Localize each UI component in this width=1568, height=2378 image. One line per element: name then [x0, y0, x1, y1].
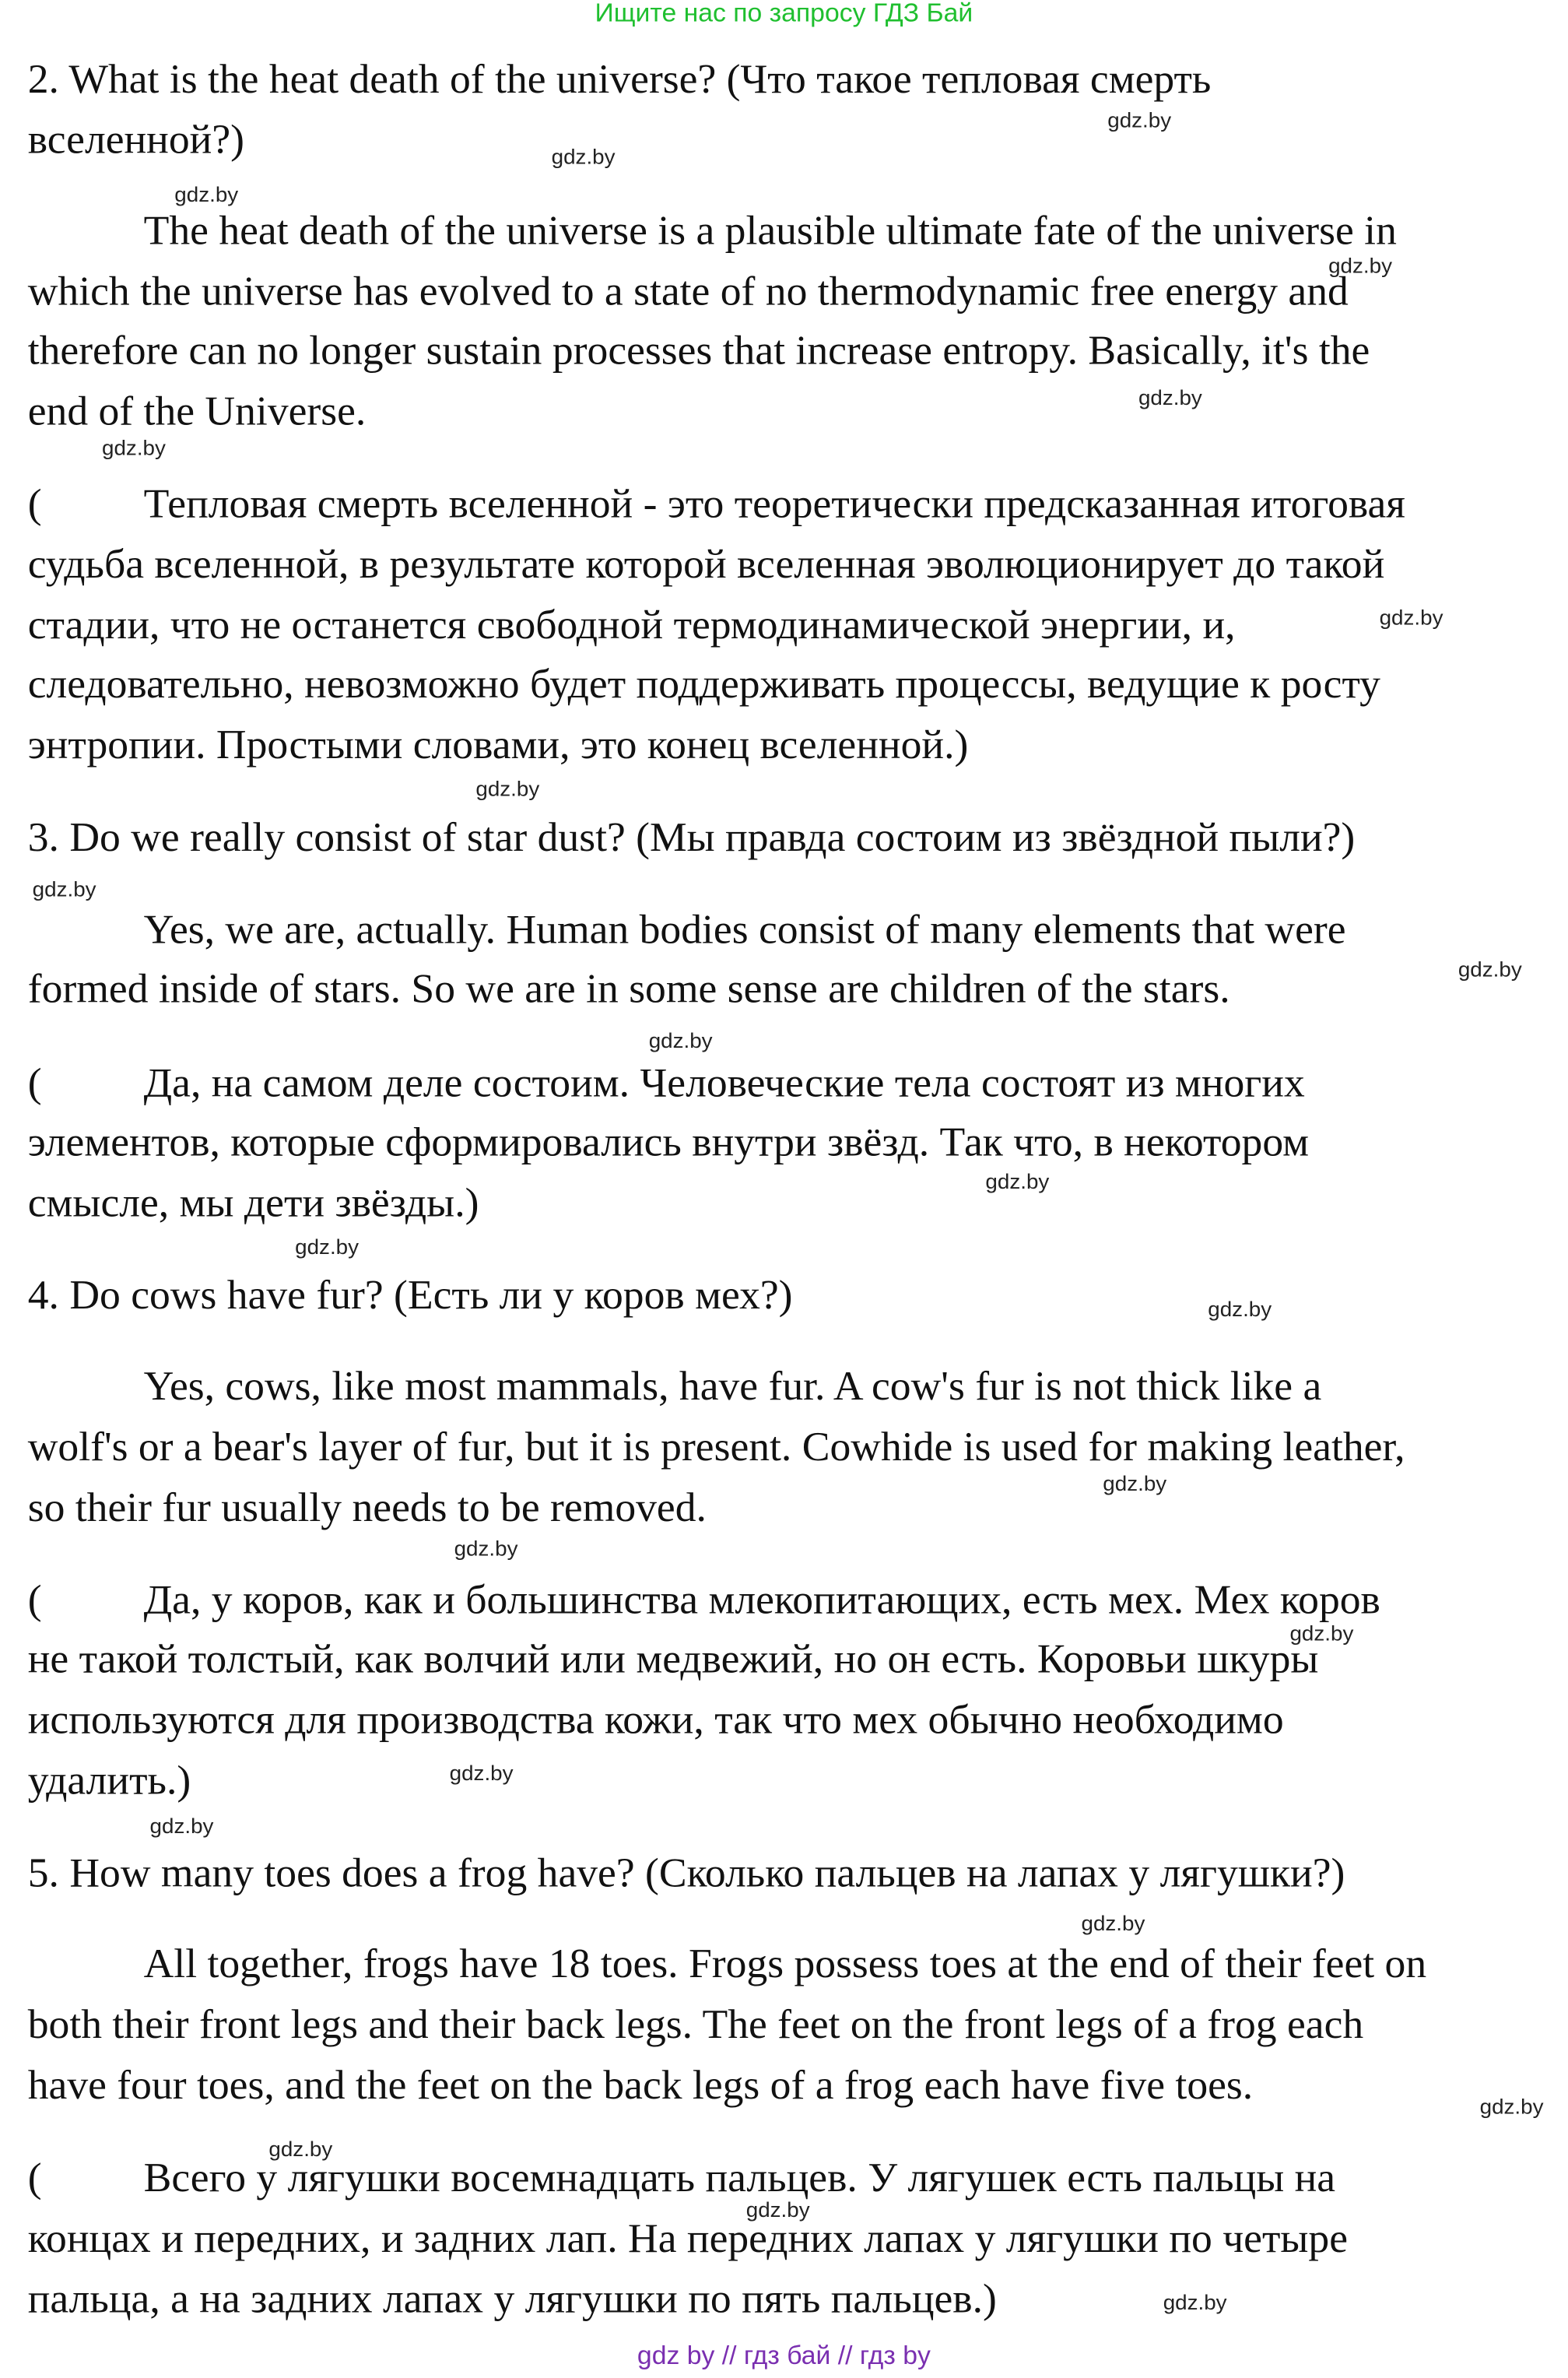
watermark: gdz.by [295, 1234, 360, 1259]
answer-5-ru-line-3: пальца, а на задних лапах у лягушки по пять пальцев.) [27, 2275, 997, 2322]
watermark: gdz.by [32, 876, 96, 901]
answer-3-en-line-1: Yes, we are, actually. Human bodies consist of many elements that were [143, 906, 1346, 953]
footer-links[interactable]: gdz by // гдз бай // гдз by [637, 2341, 931, 2370]
watermark: gdz.by [745, 2197, 810, 2222]
watermark: gdz.by [1163, 2289, 1227, 2314]
watermark: gdz.by [1328, 253, 1392, 278]
answer-5-en-line-1: All together, frogs have 18 toes. Frogs possess toes at the end of their feet on [143, 1941, 1427, 1986]
answer-4-en-line-2: wolf's or a bear's layer of fur, but it is present. Cowhide is used for making leather, [27, 1424, 1405, 1470]
watermark: gdz.by [1208, 1296, 1272, 1321]
answer-2-en-line-4: end of the Universe. [27, 388, 367, 434]
answer-2-ru-line-4: следовательно, невозможно будет поддерживать процессы, ведущие к росту [27, 661, 1380, 707]
question-2: 2. What is the heat death of the universe? (Что такое тепловая смерть [27, 56, 1212, 102]
header-search-hint-link[interactable]: Ищите нас по запросу ГДЗ Бай [595, 0, 973, 28]
answer-2-ru-line-3: стадии, что не останется свободной термодинамической энергии, и, [27, 602, 1236, 648]
watermark: gdz.by [1138, 385, 1202, 409]
answer-4-ru-line-3: используются для производства кожи, так что мех обычно необходимо [27, 1696, 1284, 1743]
watermark: gdz.by [1081, 1910, 1145, 1935]
answer-5-en-line-2: both their front legs and their back legs. The feet on the front legs of a frog each [27, 2001, 1364, 2047]
question-5: 5. How many toes does a frog have? (Сколько пальцев на лапах у лягушки?) [27, 1849, 1345, 1895]
answer-3-en-line-2: formed inside of stars. So we are in some sense are children of the stars. [27, 965, 1230, 1012]
answer-2-en-line-2: which the universe has evolved to a state of no thermodynamic free energy and [27, 268, 1349, 314]
answer-2-ru-line-2: судьба вселенной, в результате которой вселенная эволюционирует до такой [27, 541, 1385, 587]
answer-5-ru-line-1: ( Всего у лягушки восемнадцать пальцев. У лягушек есть пальцы на [27, 2155, 1336, 2201]
answer-3-ru-line-2: элементов, которые сформировались внутри звёзд. Так что, в некотором [27, 1119, 1310, 1165]
answer-3-ru-line-3: смысле, мы дети звёзды.) [27, 1179, 479, 1225]
answer-2-ru-line-1: ( Тепловая смерть вселенной - это теоретически предсказанная итоговая [27, 480, 1405, 526]
watermark: gdz.by [102, 435, 166, 460]
watermark: gdz.by [454, 1536, 518, 1561]
watermark: gdz.by [1379, 605, 1443, 630]
answer-5-ru-line-2: концах и передних, и задних лап. На передних лапах у лягушки по четыре [27, 2215, 1349, 2261]
answer-4-ru-line-2: не такой толстый, как волчий или медвежий, но он есть. Коровьи шкуры [27, 1635, 1319, 1682]
answer-2-en-line-3: therefore can no longer sustain processes that increase entropy. Basically, it's the [27, 327, 1370, 374]
watermark: gdz.by [449, 1760, 514, 1785]
watermark: gdz.by [1289, 1621, 1354, 1646]
watermark: gdz.by [1107, 107, 1172, 132]
question-2-continuation: вселенной?) [27, 116, 244, 163]
answer-2-ru-line-5: энтропии. Простыми словами, это конец вселенной.) [27, 722, 969, 767]
answer-3-ru-line-1: ( Да, на самом деле состоим. Человеческие тела состоят из многих [27, 1059, 1305, 1106]
watermark: gdz.by [174, 181, 239, 206]
answer-4-ru-line-1: ( Да, у коров, как и большинства млекопитающих, есть мех. Мех коров [27, 1576, 1380, 1623]
answer-4-ru-line-4: удалить.) [27, 1757, 191, 1804]
answer-4-en-line-1: Yes, cows, like most mammals, have fur. A cow's fur is not thick like a [143, 1363, 1322, 1409]
answer-4-en-line-3: so their fur usually needs to be removed. [27, 1484, 707, 1530]
watermark: gdz.by [1479, 2094, 1544, 2119]
watermark: gdz.by [648, 1027, 713, 1052]
watermark: gdz.by [268, 2136, 333, 2161]
watermark: gdz.by [1103, 1470, 1167, 1495]
question-4: 4. Do cows have fur? (Есть ли у коров мех?) [27, 1272, 793, 1318]
answer-2-en-line-1: The heat death of the universe is a plausible ultimate fate of the universe in [143, 207, 1397, 254]
question-3: 3. Do we really consist of star dust? (Мы правда состоим из звёздной пыли?) [27, 814, 1356, 860]
watermark: gdz.by [985, 1168, 1050, 1194]
watermark: gdz.by [149, 1813, 214, 1838]
watermark: gdz.by [1458, 957, 1522, 982]
watermark: gdz.by [475, 776, 540, 801]
answer-5-en-line-3: have four toes, and the feet on the back legs of a frog each have five toes. [27, 2062, 1254, 2108]
watermark: gdz.by [551, 144, 616, 169]
